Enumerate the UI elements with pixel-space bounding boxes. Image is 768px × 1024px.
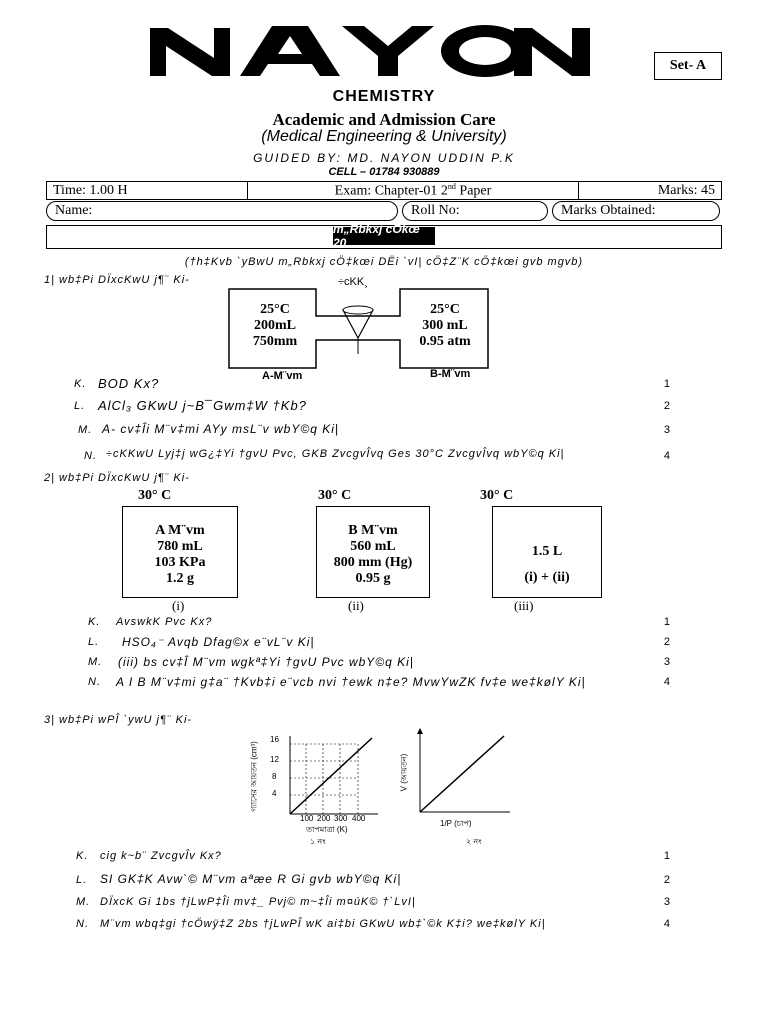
box-a-temp: 25°C (260, 302, 290, 317)
q3-item-mark: 1 (663, 850, 670, 862)
q2-item-mark: 3 (663, 656, 670, 668)
q1-item-num: N. (84, 450, 97, 462)
g2-ylabel: V (আয়তন) (399, 753, 409, 792)
nayon-logo (150, 18, 590, 78)
g1-ytick: 16 (270, 735, 279, 744)
cell-number: CELL – 01784 930889 (328, 166, 440, 178)
q2-item-text: A I B M¨v‡mi g‡a¨ †Kvb‡i e¨vcb nvi †ewk n‡e? MvwYwZK fv‡e we‡kølY Ki| (116, 675, 586, 689)
q2-item-num: N. (88, 676, 101, 688)
q2-item-mark: 1 (663, 616, 670, 628)
g1-ytick: 4 (272, 789, 277, 798)
container-ii-pressure: 800 mm (Hg) (333, 555, 413, 570)
q1-item-num: K. (74, 378, 87, 390)
g1-xtick: 300 (334, 814, 348, 823)
g1-ytick: 12 (270, 755, 279, 764)
temp-2: 30° C (318, 488, 352, 503)
q2-item-mark: 4 (663, 676, 670, 688)
roman-iii: (iii) (514, 598, 534, 613)
g1-xtick: 400 (352, 814, 366, 823)
g1-ytick: 8 (272, 772, 277, 781)
box-b-temp: 25°C (430, 302, 460, 317)
box-a-values (238, 302, 312, 350)
q1-item-num: M. (78, 424, 93, 436)
q3-item-num: N. (76, 918, 89, 930)
box-b-volume: 300 mL (422, 318, 468, 333)
g2-caption: ২ নং (466, 837, 482, 846)
q2-item-text: (iii) bs cv‡Î M¨vm wgkª‡Yi †gvU Pvc wbY©q Ki| (118, 655, 414, 669)
marks-obtained-field[interactable]: Marks Obtained: (552, 201, 720, 221)
q2-item-num: M. (88, 656, 103, 668)
g1-ylabel: গ্যাসের আয়তন (cm³) (249, 741, 259, 812)
container-ii (316, 506, 430, 598)
q3-item-num: K. (76, 850, 89, 862)
q1-item-text: A- cv‡Îi M¨v‡mi AYy msL¨v wbY©q Ki| (102, 422, 339, 436)
graph-2 (400, 728, 514, 820)
box-b-values (404, 302, 486, 350)
q3-item-mark: 3 (663, 896, 670, 908)
q1-item-mark: 2 (663, 400, 670, 412)
q2-item-num: K. (88, 616, 101, 628)
stopcock-label: ÷cKK¸ (338, 276, 368, 288)
q3-item-mark: 4 (663, 918, 670, 930)
q1-item-num: L. (74, 400, 86, 412)
section-title: m„Rbkxj cÖkœ 20 (333, 227, 435, 245)
container-ii-mass: 0.95 g (355, 571, 391, 586)
q3-item-num: M. (76, 896, 91, 908)
guided-by: GUIDED BY: MD. NAYON UDDIN P.K (253, 151, 515, 165)
q1-item-text: ÷cKKwU Lyj‡j wG¿‡Yi †gvU Pvc, GKB ZvcgvÎvq Ges 30°C ZvcgvÎvq wbY©q Ki| (106, 448, 565, 460)
container-i (122, 506, 238, 598)
container-iii (492, 506, 602, 598)
q3-item-text: SI GK‡K Avw`© M¨vm aªæe R Gi gvb wbY©q Ki| (100, 872, 402, 886)
q1-item-mark: 4 (663, 450, 670, 462)
container-i-pressure: 103 KPa (154, 555, 206, 570)
q3-item-mark: 2 (663, 874, 670, 886)
container-ii-volume: 560 mL (350, 539, 396, 554)
instruction: (†h‡Kvb `yBwU m„Rbkxj cÖ‡kœi DËi `vI| cÖ‡Z¨K cÖ‡kœi gvb mgvb) (184, 256, 584, 268)
label-a-gas: A-M¨vm (262, 370, 303, 382)
temp-1: 30° C (138, 488, 172, 503)
roll-field[interactable]: Roll No: (402, 201, 548, 221)
box-a-pressure: 750mm (252, 334, 298, 349)
box-a-volume: 200mL (254, 318, 296, 333)
org-name: Academic and Admission Care (272, 110, 496, 129)
q1-item-text: AlCl₃ GKwU j~B¯Gwm‡W †Kb? (98, 398, 307, 413)
q3-stem: 3| wb‡Pi wPÎ `ywU j¶¨ Ki- (44, 714, 193, 726)
q3-item-text: DÏxcK Gi 1bs †jLwP‡Îi mv‡_ Pvj© m~‡Îi m¤úK© †`LvI| (100, 896, 416, 908)
g2-xlabel: 1/P (চাপ) (440, 819, 472, 828)
box-b-pressure: 0.95 atm (419, 334, 471, 349)
q2-item-num: L. (88, 636, 100, 648)
container-ii-gas: B M¨vm (348, 523, 398, 538)
container-i-mass: 1.2 g (166, 571, 194, 586)
container-iii-volume: 1.5 L (531, 544, 563, 559)
time-cell: Time: 1.00 H (47, 182, 248, 199)
roman-i: (i) (172, 598, 185, 613)
subject-title: CHEMISTRY (332, 88, 436, 105)
q1-item-mark: 3 (663, 424, 670, 436)
container-i-volume: 780 mL (157, 539, 203, 554)
roman-ii: (ii) (348, 598, 364, 613)
set-label: Set- A (654, 52, 722, 80)
exam-info-row (46, 181, 722, 200)
container-iii-mix: (i) + (ii) (524, 570, 570, 585)
container-i-gas: A M¨vm (155, 523, 205, 538)
q3-item-num: L. (76, 874, 88, 886)
q1-item-text: BOD Kx? (98, 376, 160, 391)
org-subtitle: (Medical Engineering & University) (261, 128, 507, 145)
marks-cell: Marks: 45 (657, 182, 715, 198)
q3-item-text: M¨vm wbq‡gi †cÖwÿ‡Z 2bs †jLwPÎ wK ai‡bi GKwU wb‡`©k K‡i? we‡kølY Ki| (100, 918, 546, 930)
q1-stem: 1| wb‡Pi DÏxcKwU j¶¨ Ki- (44, 274, 190, 286)
q2-stem: 2| wb‡Pi DÏxcKwU j¶¨ Ki- (44, 472, 190, 484)
g1-caption: ১ নং (310, 837, 326, 846)
temp-3: 30° C (480, 488, 514, 503)
q2-item-text: AvswkK Pvc Kx? (116, 616, 213, 628)
exam-cell: Exam: Chapter-01 2nd Paper (248, 182, 579, 199)
q2-item-text: HSO₄⁻ Avqb Dfag©x e¨vL¨v Ki| (122, 635, 315, 649)
g1-xtick: 100 (300, 814, 314, 823)
q2-item-mark: 2 (663, 636, 670, 648)
g1-xtick: 200 (317, 814, 331, 823)
q1-item-mark: 1 (663, 378, 670, 390)
label-b-gas: B-M¨vm (430, 368, 471, 380)
g1-xlabel: তাপমাত্রা (K) (306, 825, 348, 834)
q3-item-text: cig k~b¨ ZvcgvÎv Kx? (100, 850, 222, 862)
name-field[interactable]: Name: (46, 201, 398, 221)
